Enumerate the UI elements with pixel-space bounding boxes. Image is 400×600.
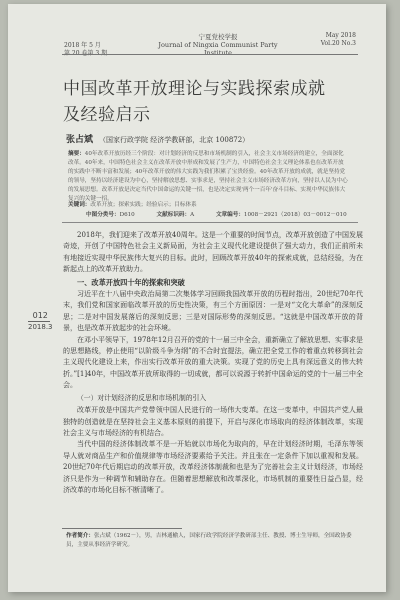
journal-title-en: Journal of Ningxia Communist Party Institute [158, 41, 278, 57]
abstract-label: 摘要： [68, 151, 85, 157]
journal-title-cn: 宁夏党校学报 [198, 33, 238, 41]
article-no-value: 1008－2921（2018）03－0012－010 [243, 212, 347, 218]
article-number [216, 212, 357, 218]
clc-value: D610 [119, 212, 135, 218]
keywords-text: 改革开放；探索实践；经验启示；目标体系 [90, 202, 197, 208]
body-paragraph: 在邓小平领导下，1978年12月召开的党的十一届三中全会，重新确立了解放思想、实事求是的思想路线，停止使用“以阶级斗争为纲”的不合时宜提法，确立把全党工作的着重点转移到社会主义现代化建设上来，作出实行改革开放的重大决策。实现了党的历史上具有深远意义的伟大转折。”[1]40年，中国改革开放所取得的一切成就，都可以说源于转折中国命运的党的十一届三中全会。 [63, 335, 363, 390]
doc-code-value: A [190, 212, 195, 218]
header-issue-date [64, 42, 107, 58]
page-year: 2018.3 [28, 323, 53, 331]
body-paragraph: 2018年，我们迎来了改革开放40周年。这是一个重要的时间节点，改革开放创造了中国发展奇迹，开创了中国特色社会主义新局面，为社会主义现代化建设提供了强大动力，我们正前所未有地接近实现中华民族伟大复兴的目标。此时，回顾改革开放40年的探索成就，总结经验，为在新起点上的改革开放助力。 [63, 231, 363, 274]
page-number-block [28, 312, 53, 331]
clc-number [86, 212, 145, 218]
header-divider [62, 54, 358, 55]
header-volume-en: Vol.20 No.3 [320, 40, 356, 47]
author-affiliation: （国家行政学院 经济学教研部，北京 100872） [99, 136, 250, 144]
author-name: 张占斌 [66, 135, 94, 145]
abstract [68, 150, 348, 204]
author-footnote [66, 532, 356, 550]
header-volume-cn: 第 20 卷第 3 期 [64, 50, 108, 57]
clc-label: 中图分类号： [86, 212, 120, 218]
header-date-en: May 2018 [325, 32, 356, 39]
journal-page [8, 4, 386, 592]
page-number-rule [28, 321, 50, 322]
footnote-divider [62, 528, 182, 529]
footnote-text: 张占斌（1962－），男，吉林通榆人，国家行政学院经济学教研部主任、教授、博士生导师，全国政协委员，主要从事经济学研究。 [66, 533, 352, 548]
article-title-line2: 及经验启示 [63, 105, 151, 125]
subsection-heading: （一）对计划经济的反思和市场机制的引入 [77, 393, 207, 402]
header-date-cn: 2018 年 5 月 [64, 42, 101, 49]
classification-line [86, 210, 356, 218]
document-code [157, 212, 205, 218]
section-heading: 一、改革开放四十年的探索和突破 [77, 277, 185, 287]
keywords [68, 200, 348, 208]
article-title [63, 76, 363, 128]
page-number: 012 [32, 311, 48, 320]
body-paragraph: 习近平在十八届中央政治局第二次集体学习回顾我国改革开放的历程时指出，20世纪70年代末，我们党和国家面临改革开放的历史性决策，有三个方面原因：一是对“文化大革命”的深刻反思；二是对中国发展落后的深刻反思；三是对国际形势的深刻反思。“这就是中国改革开放的背景，也是改革开放起步的社会环境。 [63, 290, 363, 333]
article-no-label: 文章编号： [215, 212, 244, 218]
article-title-line1: 中国改革开放理论与实践探索成就 [63, 79, 326, 99]
doc-code-label: 文献标识码： [156, 212, 191, 218]
abstract-text: 40年改革开放历经三个阶段：对计划经济的反思和市场机制的引入，社会主义市场经济的建立，全面深化改革。40年来，中国特色社会主义在改革开放中形成和发展了生产力，中国特色社会主义理论体系也在改革开放的实践中不断丰富和发展；40年改革开放的伟大实践为我们积累了宝贵经验。40年改革开放的成就，就是坚持党的领导，坚持以经济建设为中心，坚持解放思想、实事求是，坚持社会主义市场经济改革方向，坚持以人民为中心的发展思想。改革开放是决定当代中国命运的关键一招，也是决定实现'两个一百年'奋斗目标、实现中华民族伟大复兴的关键一招。 [68, 151, 348, 202]
body-paragraph: 改革开放是中国共产党带领中国人民进行的一场伟大变革。在这一变革中，中国共产党人最独特的创造就是在坚持社会主义基本原则的前提下，开启与深化市场取向的经济体制改革，实现社会主义与市场经济的有机结合。 [63, 406, 363, 437]
body-paragraph: 当代中国的经济体制改革不是一开始就以市场化为取向的，早在计划经济时期，毛泽东等领导人就对商品生产和价值规律等市场经济要素给予关注。并且张在一定条件下加以重视和发展。20世纪70年代后期启动的改革开放，改革经济体制裁和也是为了完善社会主义计划经济，市场经济只是作为一种调节和辅助存在。但随着思想解放和改革深化，市场机制的重要性日益凸显，经济改革的市场化目标不断清晰了。 [63, 440, 363, 494]
article-body [63, 230, 363, 496]
header-issue-en [321, 32, 356, 48]
meta-divider [62, 222, 358, 223]
author-line [66, 132, 249, 145]
footnote-label: 作者简介： [66, 533, 94, 539]
keywords-label: 关键词： [68, 202, 91, 208]
